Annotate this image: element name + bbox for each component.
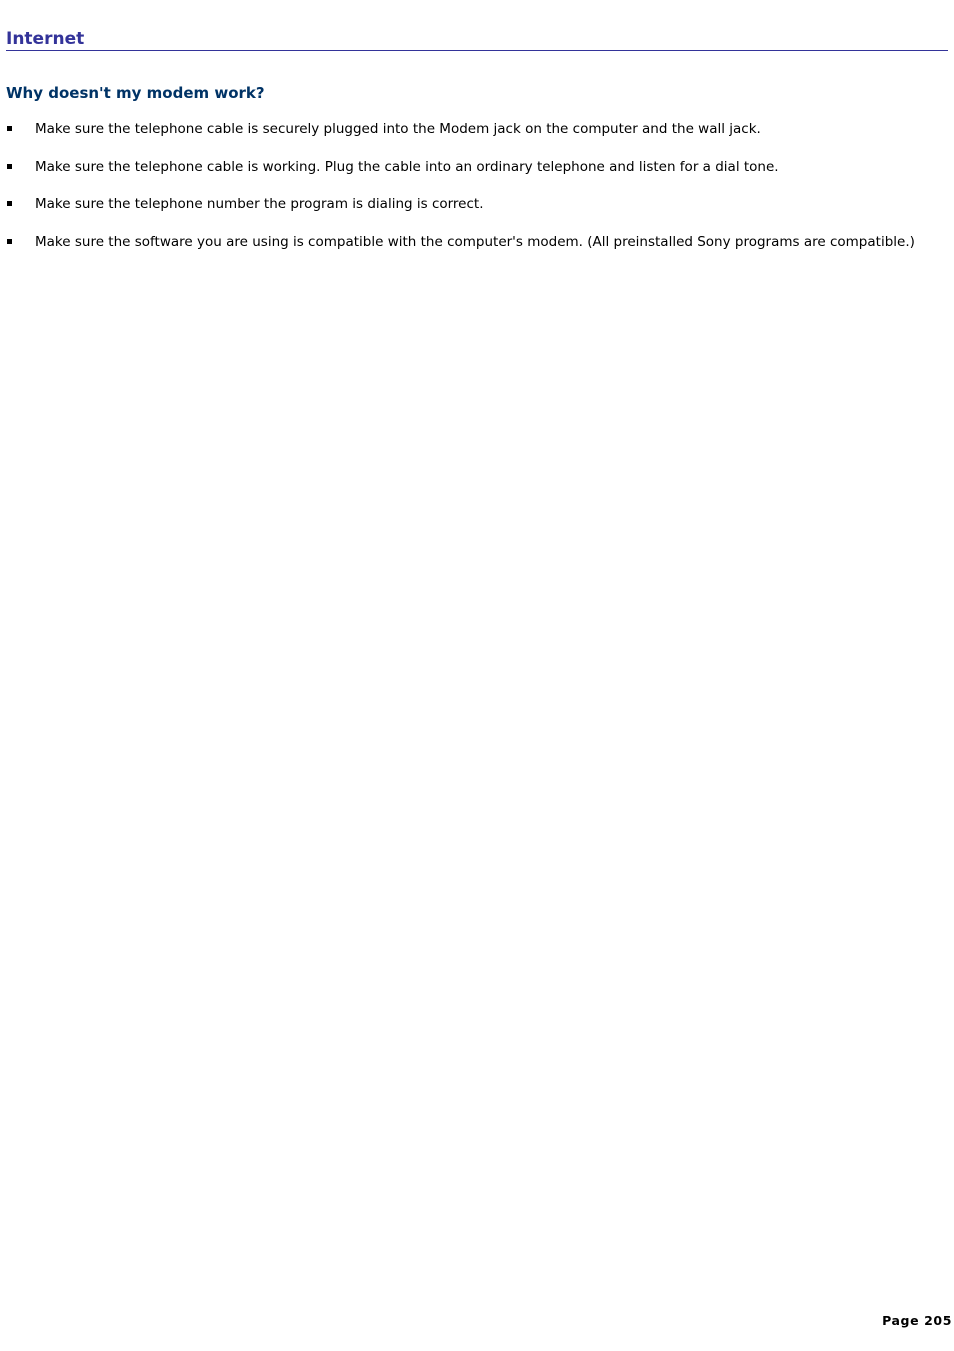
- square-bullet-icon: [7, 164, 12, 169]
- page-number: Page 205: [882, 1313, 952, 1328]
- list-item: [0, 158, 940, 176]
- section-title: Internet: [6, 28, 948, 51]
- list-item: [0, 233, 940, 251]
- square-bullet-icon: [7, 239, 12, 244]
- list-item-text: Make sure the telephone cable is working. Plug the cable into an ordinary telephone and listen for a dial tone.: [35, 158, 779, 175]
- list-item-text: Make sure the telephone number the program is dialing is correct.: [35, 196, 484, 212]
- square-bullet-icon: [7, 126, 12, 131]
- list-item-text: Make sure the telephone cable is securely plugged into the Modem jack on the computer and the wall jack.: [35, 121, 761, 137]
- list-item-text: Make sure the software you are using is compatible with the computer's modem. (All preinstalled Sony programs are compatible.): [35, 233, 915, 250]
- list-item: [0, 120, 940, 138]
- bullet-list: [0, 120, 940, 270]
- square-bullet-icon: [7, 201, 12, 206]
- list-item: [0, 195, 940, 213]
- question-heading: Why doesn't my modem work?: [6, 84, 265, 102]
